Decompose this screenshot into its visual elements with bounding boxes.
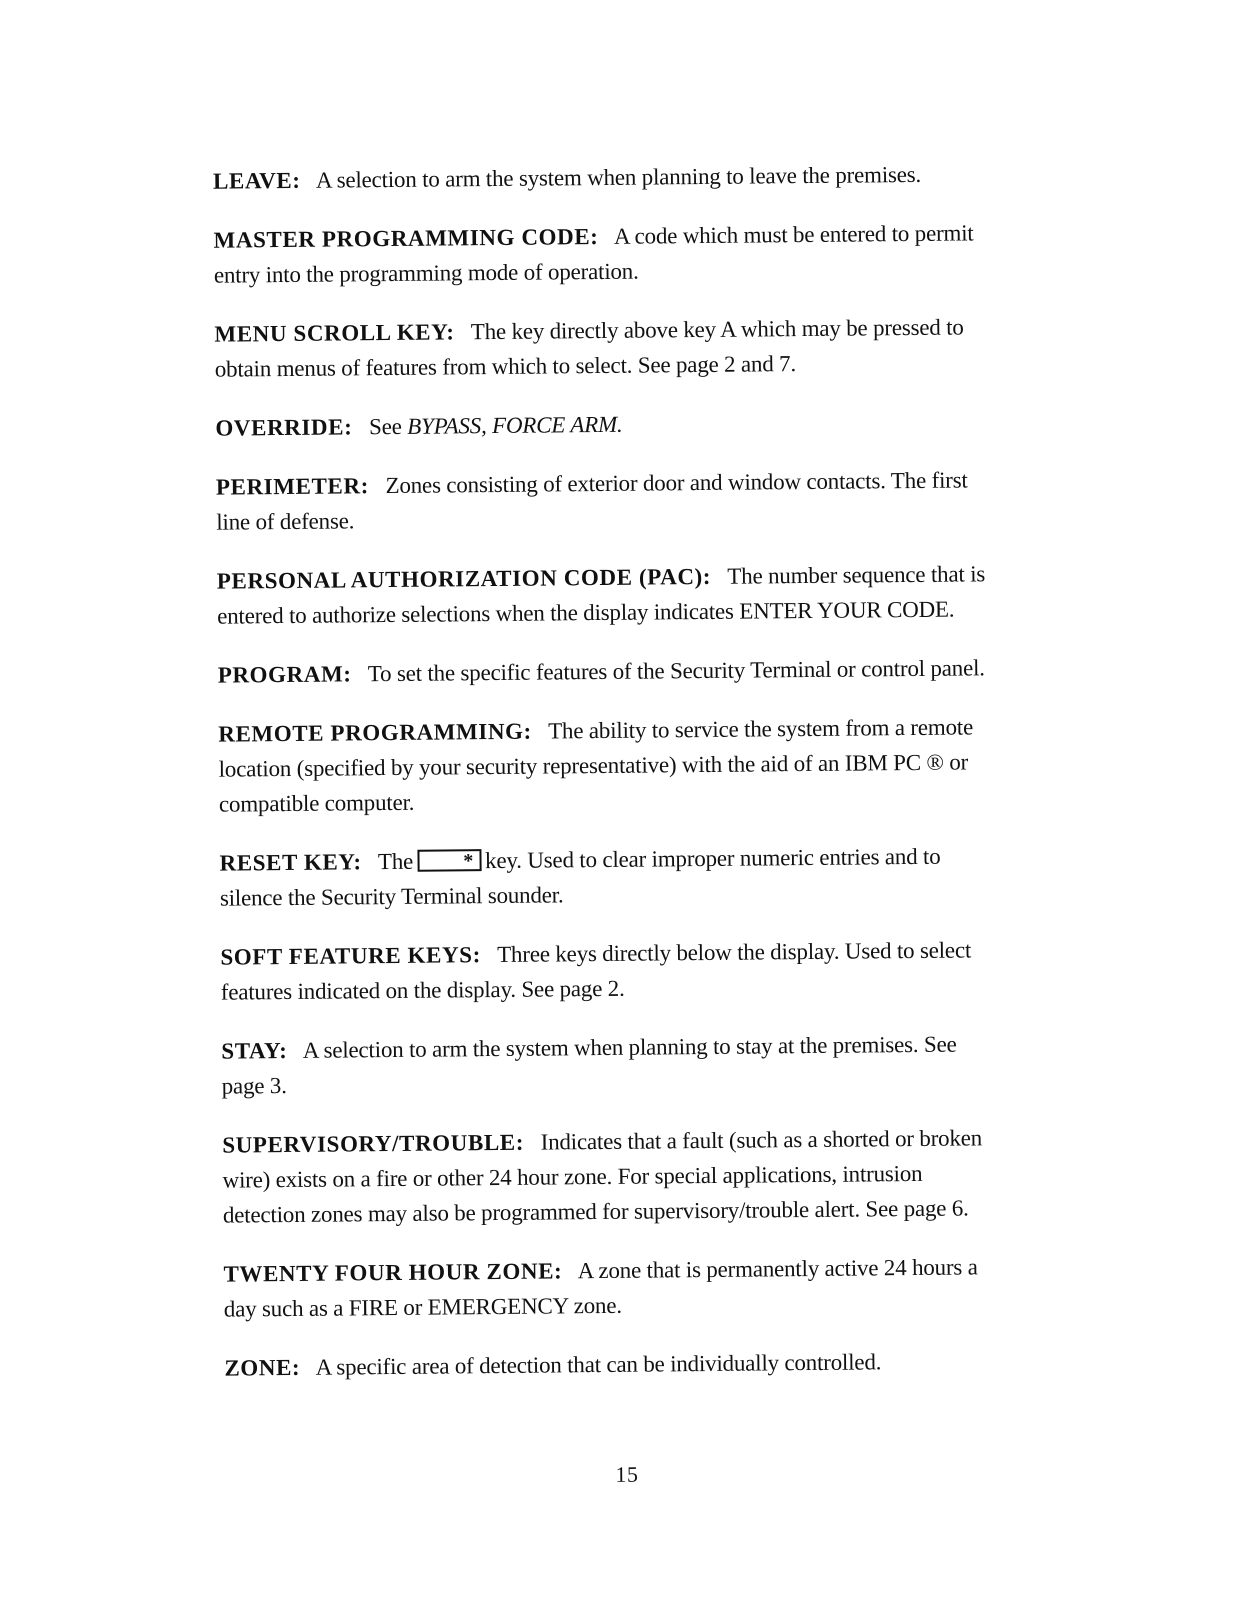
glossary-term: MASTER PROGRAMMING CODE: (213, 223, 599, 253)
page-number: 15 (615, 1461, 639, 1487)
glossary-entry-override (215, 403, 995, 445)
glossary-entry-twenty-four-hour-zone (223, 1249, 1004, 1326)
glossary-entry-program (218, 650, 998, 692)
glossary-term: MENU SCROLL KEY: (214, 319, 455, 347)
definition-cross-reference: BYPASS, FORCE ARM. (407, 411, 623, 439)
glossary-term: PROGRAM: (217, 661, 352, 688)
glossary-entry-stay (221, 1026, 1002, 1103)
glossary-term: PERIMETER: (215, 473, 370, 500)
glossary-definition: A specific area of detection that can be individually controlled. (315, 1349, 882, 1380)
glossary-term: REMOTE PROGRAMMING: (218, 718, 532, 747)
definition-prefix: See (368, 413, 402, 440)
glossary-term: OVERRIDE: (215, 414, 353, 441)
glossary-list (213, 156, 1005, 1409)
asterisk-key-symbol: * (463, 850, 474, 873)
glossary-term: RESET KEY: (219, 849, 362, 876)
glossary-entry-reset-key (219, 838, 1000, 915)
glossary-entry-supervisory-trouble (222, 1120, 1003, 1232)
glossary-definition: Zones consisting of exterior door and window contacts. The first line of defense. (216, 467, 968, 535)
glossary-definition: A zone that is permanently active 24 hours a day such as a FIRE or EMERGENCY zone. (223, 1254, 978, 1322)
glossary-entry-zone (224, 1343, 1004, 1385)
glossary-definition: A code which must be entered to permit entry into the programming mode of operation. (213, 220, 974, 288)
glossary-definition: The number sequence that is entered to authorize selections when the display indicates ENTER YOUR CODE. (217, 561, 986, 629)
glossary-entry-master-programming-code (213, 215, 994, 292)
definition-prefix: The (377, 848, 414, 875)
glossary-term: SOFT FEATURE KEYS: (220, 942, 482, 970)
glossary-definition: To set the specific features of the Security Terminal or control panel. (367, 655, 985, 687)
glossary-definition: A selection to arm the system when planning to stay at the premises. See page 3. (221, 1031, 957, 1099)
glossary-entry-perimeter (216, 462, 997, 539)
definition-suffix: key. Used to clear improper numeric entries and to silence the Security Terminal sounder. (219, 843, 941, 911)
glossary-entry-leave (213, 156, 993, 198)
glossary-definition (369, 412, 623, 439)
glossary-definition: Three keys directly below the display. Used to select features indicated on the display. See page 2. (220, 937, 972, 1005)
glossary-term: LEAVE: (212, 167, 301, 194)
glossary-term: TWENTY FOUR HOUR ZONE: (223, 1258, 563, 1287)
glossary-term: ZONE: (224, 1354, 301, 1381)
glossary-entry-soft-feature-keys (220, 932, 1001, 1009)
glossary-term: SUPERVISORY/TROUBLE: (222, 1129, 525, 1158)
glossary-definition: A selection to arm the system when planning to leave the premises. (315, 161, 922, 193)
glossary-term: STAY: (221, 1038, 288, 1064)
glossary-entry-remote-programming (218, 709, 999, 821)
glossary-definition: The key directly above key A which may be pressed to obtain menus of features from which to select. See page 2 and 7. (214, 314, 964, 382)
glossary-entry-personal-authorization-code (217, 556, 998, 633)
reset-key-icon (417, 849, 481, 872)
glossary-term: PERSONAL AUTHORIZATION CODE (PAC): (216, 563, 712, 594)
glossary-entry-menu-scroll-key (214, 309, 995, 386)
glossary-definition: The ability to service the system from a remote location (specified by your security representative) with the aid of an IBM PC ® or compatible computer. (218, 714, 974, 817)
glossary-definition: Indicates that a fault (such as a shorted or broken wire) exists on a fire or other 24 hour zone. For special applications, intrusion detection zones may also be programmed for supervisory/trouble alert. See page 6. (222, 1125, 983, 1228)
